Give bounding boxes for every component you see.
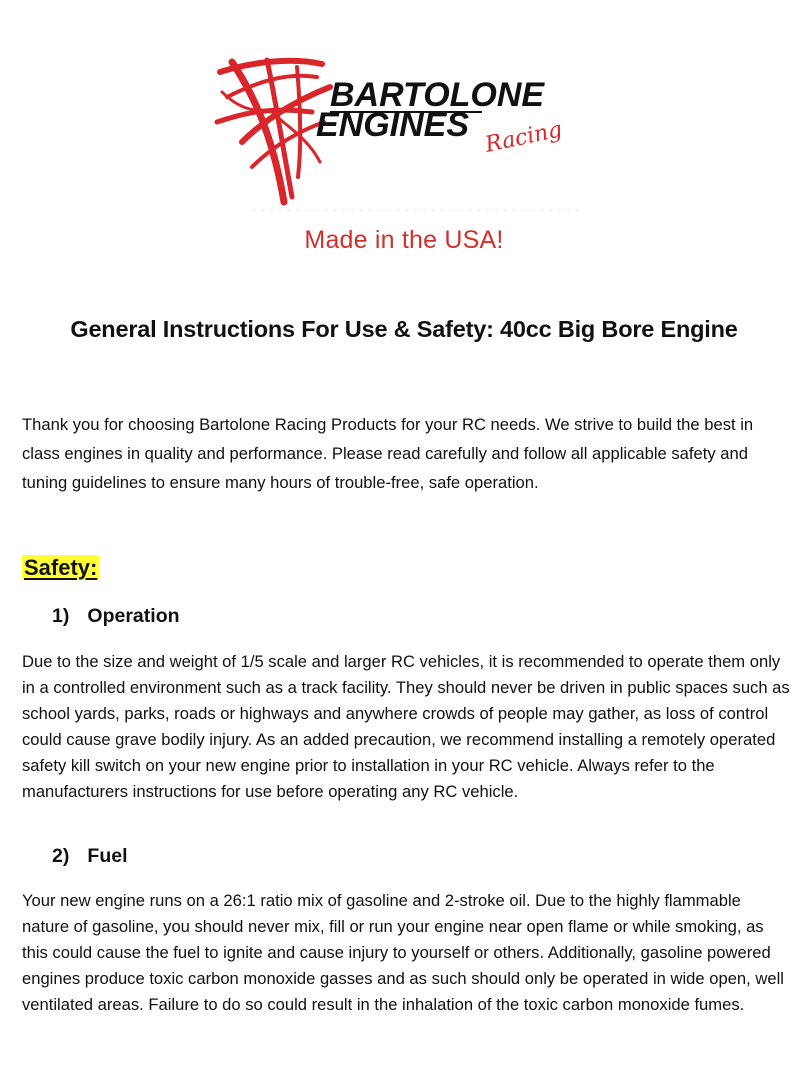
tagline: Made in the USA! (304, 226, 504, 254)
section-number: 1) (52, 605, 70, 627)
intro-paragraph: Thank you for choosing Bartolone Racing Products for your RC needs. We strive to build the best in class engines in quality and performance. Please read carefully and follow all applicable safety and tuning guidelines to ensure many hours of trouble-free, safe operation. (22, 415, 754, 492)
brand-logo (212, 52, 592, 222)
bartolone-flourish-logo-icon (212, 52, 592, 222)
section-heading-operation (52, 605, 180, 628)
safety-heading (22, 555, 99, 581)
section-heading-fuel (52, 845, 128, 868)
page-title: General Instructions For Use & Safety: 40cc Big Bore Engine (70, 316, 738, 342)
logo-line1: BARTOLONE (330, 76, 545, 114)
logo-line2: ENGINES (316, 106, 470, 144)
section-body-operation: Due to the size and weight of 1/5 scale and larger RC vehicles, it is recommended to operate them only in a controlled environment such as a track facility. They should never be driven in public spaces such as school yards, parks, roads or highways and anywhere crowds of people may gather, as loss of control could cause grave bodily injury. As an added precaution, we recommend installing a remotely operated safety kill switch on your new engine prior to installation in your RC vehicle. Always refer to the manufacturers instructions for use before operating any RC vehicle. (22, 652, 790, 801)
section-title: Operation (87, 605, 180, 627)
safety-heading-text: Safety: (24, 555, 98, 580)
logo-script: Racing (483, 117, 565, 158)
section-number: 2) (52, 845, 70, 867)
section-body-fuel: Your new engine runs on a 26:1 ratio mix of gasoline and 2-stroke oil. Due to the highly flammable nature of gasoline, you should never mix, fill or run your engine near open flame or while smoking, as this could cause the fuel to ignite and cause injury to yourself or others. Additionally, gasoline powered engines produce toxic carbon monoxide gasses and as such should only be operated in wide open, well ventilated areas. Failure to do so could result in the inhalation of the toxic carbon monoxide fumes. (22, 891, 784, 1014)
section-title: Fuel (87, 845, 128, 867)
